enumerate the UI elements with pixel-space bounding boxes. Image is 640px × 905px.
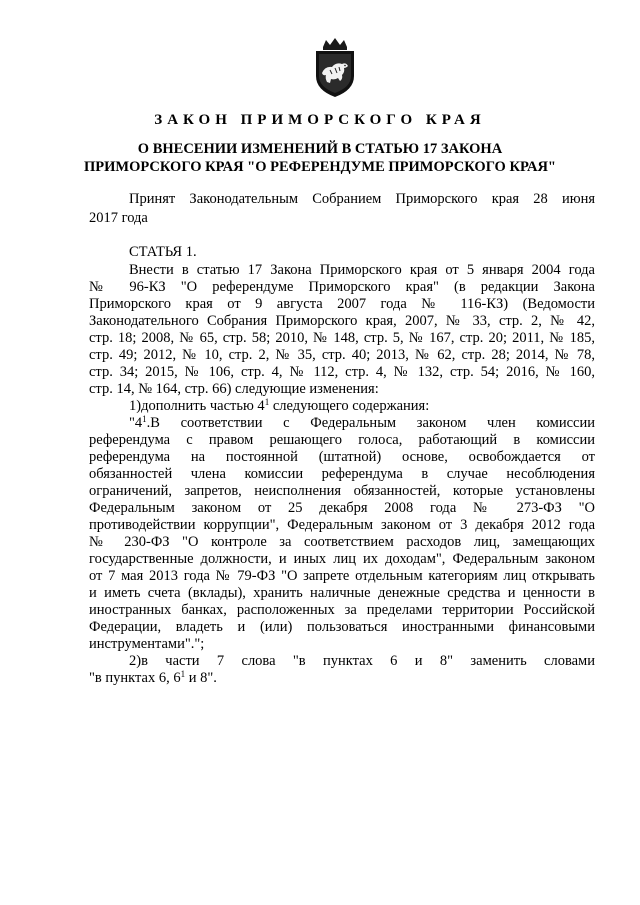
intro-paragraph: [89, 262, 595, 398]
superscript: 1: [142, 414, 147, 424]
item-2: [89, 653, 595, 687]
text-line: от 7 мая 2013 года № 79-ФЗ "О запрете отдельным категориям лиц открывать: [89, 568, 595, 584]
text-line: стр. 49; 2012, № 10, стр. 2, № 35, стр. 40; 2013, № 62, стр. 28; 2014, № 78,: [89, 347, 595, 363]
text-line: № 96-КЗ "О референдуме Приморского края" (в редакции Закона: [89, 279, 595, 295]
adoption-note-line: 2017 года: [89, 210, 148, 226]
text-line: обязанностей члена комиссии референдума в случае несоблюдения: [89, 466, 595, 482]
text-line: стр. 18; 2008, № 65, стр. 58; 2010, № 148, стр. 5, № 167, стр. 20; 2011, № 185,: [89, 330, 595, 346]
text-line: стр. 34; 2015, № 106, стр. 4, № 112, стр. 4, № 132, стр. 54; 2016, № 160,: [89, 364, 595, 380]
superscript: 1: [180, 669, 186, 679]
text-line: иностранных банках, расположенных за пределами территории Российской: [89, 602, 595, 618]
text-line: референдума с правом решающего голоса, работающий в комиссии: [89, 432, 595, 448]
item-2-prefix: "в пунктах 6, 6: [89, 670, 181, 686]
text-line: № 230-ФЗ "О контроле за соответствием расходов лиц, замещающих: [89, 534, 595, 550]
law-subtitle-line: О ВНЕСЕНИИ ИЗМЕНЕНИЙ В СТАТЬЮ 17 ЗАКОНА: [137, 141, 503, 157]
text-line: [89, 415, 595, 432]
text-line: Приморского края от 9 августа 2007 года № 116-КЗ) (Ведомости: [89, 296, 595, 312]
article-body: [89, 262, 595, 687]
text-line: инструментами".";: [89, 636, 205, 652]
item-1-line: [89, 398, 595, 415]
text-line: Законодательного Собрания Приморского края, 2007, № 33, стр. 2, № 42,: [89, 313, 595, 329]
text-line: ограничений, запретов, неисполнения обязанностей, которые установлены: [89, 483, 595, 499]
adoption-note-line: Принят Законодательным Собранием Приморского края 28 июня: [129, 191, 595, 207]
text-line: Внести в статью 17 Закона Приморского края от 5 января 2004 года: [129, 262, 595, 278]
law-subtitle-line: ПРИМОРСКОГО КРАЯ "О РЕФЕРЕНДУМЕ ПРИМОРСКОГО КРАЯ": [84, 159, 556, 175]
coat-of-arms-icon: [311, 38, 359, 98]
text-line: референдума на постоянной (штатной) основе, освобождается от: [89, 449, 595, 465]
text-line: стр. 14, № 164, стр. 66) следующие изменения:: [89, 381, 379, 397]
item-1-suffix: следующего содержания:: [269, 398, 430, 414]
text-line: и иметь счета (вклады), хранить наличные денежные средства и ценности в: [89, 585, 595, 601]
text-line: [89, 670, 595, 687]
quoted-amendment: [89, 415, 595, 653]
adoption-note: [89, 190, 595, 228]
article-heading: СТАТЬЯ 1.: [129, 244, 197, 260]
quote-first: .В соответствии с Федеральным законом член комиссии: [146, 415, 595, 431]
text-line: государственные должности, и иных лиц их доходам", Федеральным законом: [89, 551, 595, 567]
text-line: Федеральным законом от 25 декабря 2008 года № 273-ФЗ "О: [89, 500, 595, 516]
item-1-prefix: 1)дополнить частью 4: [129, 398, 265, 414]
item-2-suffix: и 8".: [185, 670, 217, 686]
law-title: ЗАКОН ПРИМОРСКОГО КРАЯ: [154, 112, 486, 128]
text-line: противодействии коррупции", Федеральным законом от 3 декабря 2012 года: [89, 517, 595, 533]
superscript: 1: [264, 397, 270, 407]
law-subtitle: [40, 140, 600, 176]
text-line: Федерации, владеть и (или) пользоваться иностранными финансовыми: [89, 619, 595, 635]
text-line: 2)в части 7 слова "в пунктах 6 и 8" заменить словами: [129, 653, 595, 669]
quote-open: "4: [129, 415, 143, 431]
item-1: [89, 398, 595, 415]
